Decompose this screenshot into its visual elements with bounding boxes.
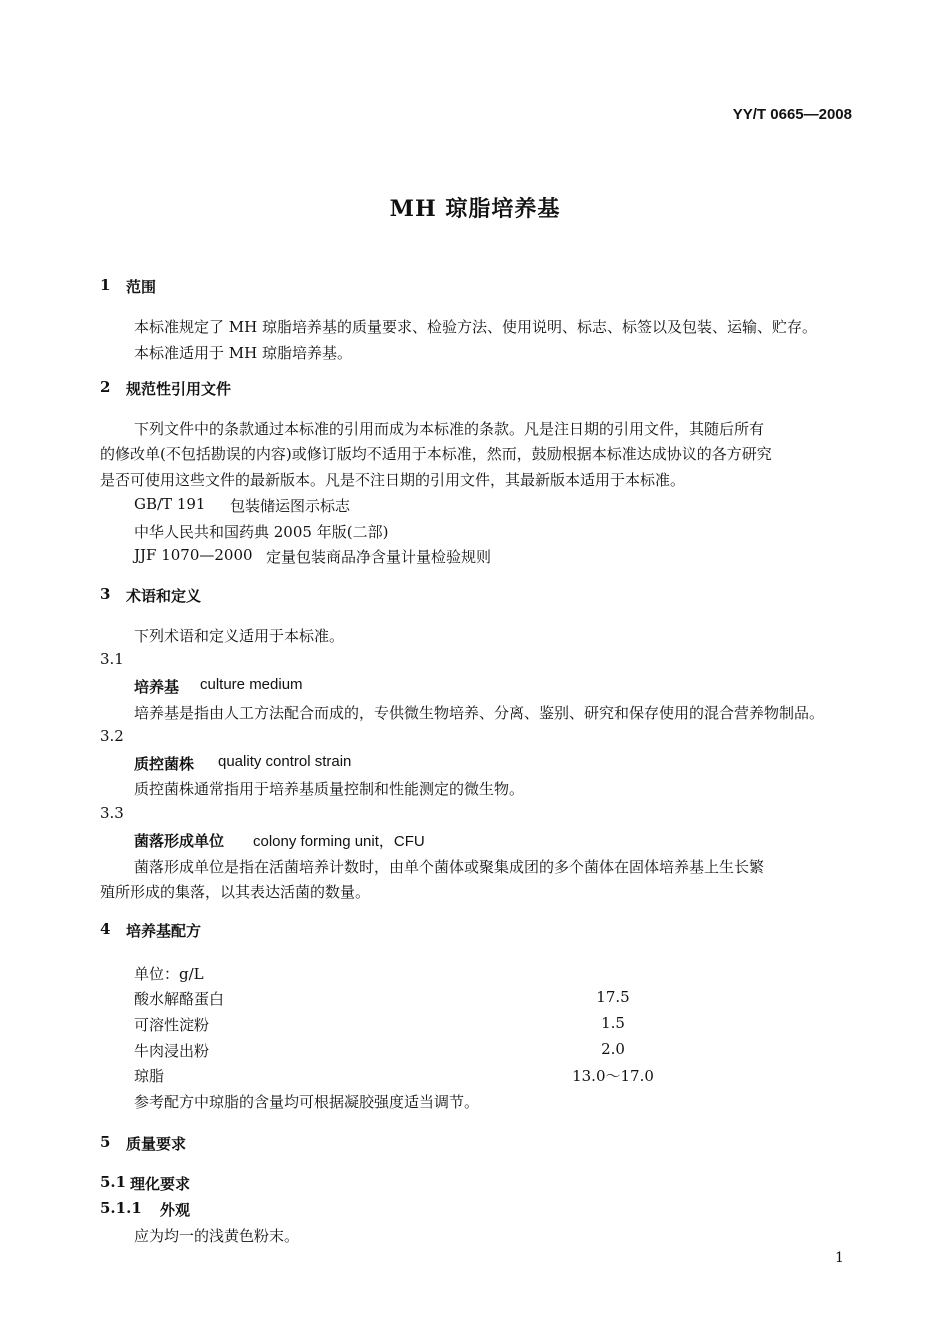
section-3-title: 术语和定义 <box>126 587 202 605</box>
section-3-intro: 下列术语和定义适用于本标准。 <box>134 627 345 645</box>
term-definition: 培养基是指由人工方法配合而成的，专供微生物培养、分离、鉴别、研究和保存使用的混合营养物制品。 <box>134 704 825 722</box>
term-name: 菌落形成单位 <box>134 832 225 850</box>
ingredient-value: 1.5 <box>601 1014 625 1032</box>
section-2-paragraph-line-3: 是否可使用这些文件的最新版本。凡是不注日期的引用文件，其最新版本适用于本标准。 <box>100 471 686 489</box>
reference-name: 定量包装商品净含量计量检验规则 <box>266 548 492 566</box>
term-english: colony forming unit，CFU <box>253 833 425 850</box>
section-2-paragraph-line-1: 下列文件中的条款通过本标准的引用而成为本标准的条款。凡是注日期的引用文件，其随后所有 <box>134 420 765 438</box>
term-number: 3.1 <box>100 650 124 668</box>
term-definition-line-1: 菌落形成单位是指在活菌培养计数时，由单个菌体或聚集成团的多个菌体在固体培养基上生长繁 <box>134 858 765 876</box>
page-number: 1 <box>835 1250 844 1266</box>
section-1-number: 1 <box>100 276 111 294</box>
term-english: quality control strain <box>218 753 352 770</box>
section-2-paragraph-line-2: 的修改单(不包括勘误的内容)或修订版均不适用于本标准，然而，鼓励根据本标准达成协议的各方研究 <box>100 445 772 463</box>
term-definition-line-2: 殖所形成的集落，以其表达活菌的数量。 <box>100 883 371 901</box>
formula-note: 参考配方中琼脂的含量均可根据凝胶强度适当调节。 <box>134 1093 480 1111</box>
appearance-text: 应为均一的浅黄色粉末。 <box>134 1227 300 1245</box>
subsubsection-number: 5.1.1 <box>100 1199 142 1217</box>
reference-name: 包装储运图示标志 <box>230 497 351 515</box>
reference-code: JJF 1070—2000 <box>134 546 253 564</box>
section-2-number: 2 <box>100 378 111 396</box>
section-1-paragraph-2: 本标准适用于 MH 琼脂培养基。 <box>134 344 352 362</box>
term-number: 3.2 <box>100 727 124 745</box>
ingredient-value: 17.5 <box>596 988 630 1006</box>
ingredient-name: 琼脂 <box>134 1067 165 1085</box>
term-name: 质控菌株 <box>134 755 195 773</box>
ingredient-name: 酸水解酪蛋白 <box>134 990 225 1008</box>
term-definition: 质控菌株通常指用于培养基质量控制和性能测定的微生物。 <box>134 780 525 798</box>
formula-unit: 单位：g/L <box>134 965 204 983</box>
subsection-number: 5.1 <box>100 1173 127 1191</box>
section-5-title: 质量要求 <box>126 1135 187 1153</box>
section-1-title: 范围 <box>126 278 157 296</box>
section-4-title: 培养基配方 <box>126 922 202 940</box>
document-title: MH 琼脂培养基 <box>389 196 561 222</box>
term-english: culture medium <box>200 676 303 693</box>
term-name: 培养基 <box>134 678 180 696</box>
section-1-paragraph-1: 本标准规定了 MH 琼脂培养基的质量要求、检验方法、使用说明、标志、标签以及包装、运输、贮存。 <box>134 318 817 336</box>
ingredient-value: 2.0 <box>601 1040 625 1058</box>
section-2-title: 规范性引用文件 <box>126 380 232 398</box>
subsubsection-title: 外观 <box>160 1201 191 1219</box>
section-5-number: 5 <box>100 1133 111 1151</box>
subsection-title: 理化要求 <box>130 1175 191 1193</box>
ingredient-value: 13.0～17.0 <box>572 1067 654 1085</box>
ingredient-name: 牛肉浸出粉 <box>134 1042 210 1060</box>
term-number: 3.3 <box>100 804 124 822</box>
ingredient-name: 可溶性淀粉 <box>134 1016 210 1034</box>
section-4-number: 4 <box>100 920 111 938</box>
section-3-number: 3 <box>100 585 111 603</box>
reference-code: GB/T 191 <box>134 495 206 513</box>
reference-code: 中华人民共和国药典 2005 年版(二部) <box>134 523 389 541</box>
standard-code: YY/T 0665—2008 <box>732 106 852 123</box>
